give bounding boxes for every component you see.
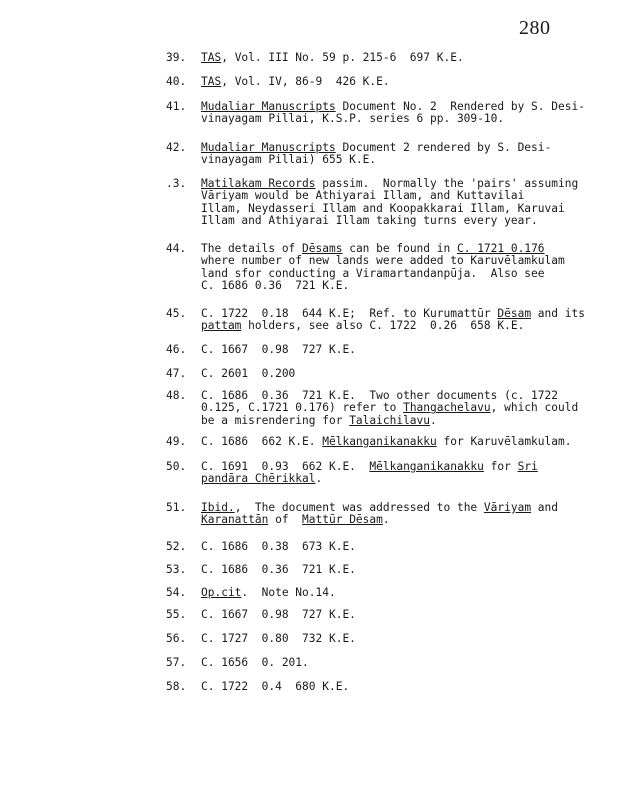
text-segment: vinayagam Pillai, K.S.P. series 6 pp. 309-10. [201,112,505,126]
endnote-line [201,609,611,621]
endnote-number: 42. [166,141,187,154]
endnote-text [201,461,611,486]
text-segment: Document 2 rendered by S. Desi- [335,141,552,154]
text-segment: . [382,513,390,527]
endnote-number: 53. [166,563,187,576]
endnote-text [201,178,611,228]
endnote-text [201,657,611,669]
underlined-term: Talaichilavu [349,413,431,427]
text-segment: , Vol. III No. 59 p. 215-6 697 K.E. [221,51,464,64]
underlined-term: C. 1721 0.176 [456,242,545,255]
endnote-line [201,633,611,645]
endnote-number: 44. [166,242,187,255]
endnote-line [201,436,611,448]
endnote-line [201,52,611,64]
underlined-term: Thangachelavu [403,401,491,415]
endnote-text [201,243,611,293]
endnote-number: 58. [166,680,187,693]
text-segment: for [483,460,518,473]
text-segment: C. 1686 0.36 721 K.E. [201,563,356,576]
endnote-text [201,101,611,126]
endnote-line [201,368,611,380]
text-segment: of [268,513,303,527]
text-segment: C. 1727 0.80 732 K.E. [201,632,356,645]
text-segment: , Vol. IV, 86-9 426 K.E. [221,75,390,88]
endnote-text [201,142,611,167]
endnote-line [201,215,611,227]
endnote-line [201,564,611,576]
endnote-number: 47. [166,367,187,380]
text-segment: C. 1667 0.98 727 K.E. [201,343,356,356]
endnote-line [201,154,611,166]
text-segment: 0.125, C.1721 0.176) refer to [201,401,404,415]
underlined-term: Dēsams [302,242,343,255]
endnote-text [201,502,611,527]
underlined-term: Karanattān [201,513,269,527]
endnote-number: 57. [166,656,187,669]
text-segment: C. 2601 0.200 [201,367,296,380]
underlined-term: Op.cit [201,586,242,599]
endnote-number: 49. [166,435,187,448]
text-segment: and [531,501,559,514]
text-segment: where number of new lands were added to Karuvēlamkulam [201,254,565,268]
endnote-line [201,473,611,485]
endnote-line [201,415,611,427]
text-segment: can be found in [342,242,457,255]
underlined-term: Mudaliar Manuscripts [201,141,336,154]
page-number: 280 [519,17,551,39]
endnote-line [201,657,611,669]
text-segment: Vāriyam would be Athiyarai Illam, and Kuttavilai [201,189,525,203]
endnote-line [201,681,611,693]
text-segment: holders, see also C. 1722 0.26 658 K.E. [241,319,525,333]
underlined-term: Sri [517,460,538,473]
endnote-line [201,76,611,88]
text-segment: , The document was addressed to the [234,501,484,514]
text-segment: vinayagam Pillai) 655 K.E. [201,153,377,167]
text-segment: passim. Normally the 'pairs' assuming [315,177,579,190]
endnote-line [201,587,611,599]
endnote-number: 40. [166,75,187,88]
underlined-term: Mudaliar Manuscripts [201,100,336,113]
endnote-line [201,320,611,332]
endnote-number: 45. [166,307,187,320]
text-segment: . [430,413,437,427]
text-segment: C. 1691 0.93 662 K.E. [201,460,370,473]
endnote-number: 54. [166,586,187,599]
text-segment: . Note No.14. [241,586,336,599]
underlined-term: Mēlkanganikanakku [322,435,437,448]
text-segment: C. 1686 0.38 673 K.E. [201,540,356,553]
endnote-text [201,681,611,693]
endnote-text [201,344,611,356]
endnote-line [201,280,611,292]
endnote-number: 39. [166,51,187,64]
text-segment: C. 1722 0.18 644 K.E; Ref. to Kurumattūr [201,307,498,320]
text-segment: . [315,472,323,486]
text-segment: be a misrendering for [201,413,350,427]
endnote-number: 55. [166,608,187,621]
underlined-term: pattam [201,319,242,333]
text-segment: C. 1686 0.36 721 K.E. [201,279,350,293]
text-segment: C. 1686 0.36 721 K.E. Two other documents (c. 1722 [201,389,558,402]
endnote-text [201,308,611,333]
endnote-line [201,344,611,356]
text-segment: and its [531,307,585,320]
underlined-term: Mattūr Dēsam [302,513,383,527]
endnote-text [201,76,611,88]
text-segment: C. 1686 662 K.E. [201,435,323,448]
underlined-term: TAS [201,51,222,64]
endnote-text [201,436,611,448]
endnote-number: 41. [166,100,187,113]
underlined-term: Vāriyam [483,501,532,514]
endnote-number: 50. [166,460,187,473]
endnote-text [201,609,611,621]
endnote-text [201,633,611,645]
endnote-text [201,564,611,576]
endnote-text [201,368,611,380]
underlined-term: Ibid. [201,501,235,514]
text-segment: The details of [201,242,303,255]
endnote-number: 56. [166,632,187,645]
underlined-term: pandāra Chērikkal [201,472,316,486]
underlined-term: TAS [201,75,222,88]
underlined-term: Dēsam [497,307,532,320]
endnote-text [201,390,611,427]
text-segment: land sfor conducting a Viramartandanpūja. Also see [201,266,545,280]
text-segment: C. 1722 0.4 680 K.E. [201,680,350,693]
text-segment: Illam, Neydasseri Illam and Koopakkarai Illam, Karuvai [201,201,565,215]
endnote-line [201,541,611,553]
endnote-number: .3. [166,177,187,190]
endnote-text [201,52,611,64]
text-segment: Document No. 2 Rendered by S. Desi- [335,100,585,113]
text-segment: C. 1656 0. 201. [201,656,309,669]
endnote-line [201,113,611,125]
underlined-term: Mēlkanganikanakku [369,460,484,473]
endnote-number: 51. [166,501,187,514]
text-segment: , which could [490,401,579,415]
text-segment: C. 1667 0.98 727 K.E. [201,608,356,621]
text-segment: Illam and Athiyarai Illam taking turns every year. [201,214,538,228]
endnote-text [201,587,611,599]
endnote-number: 48. [166,389,187,402]
endnote-number: 46. [166,343,187,356]
endnote-text [201,541,611,553]
endnote-number: 52. [166,540,187,553]
endnote-line [201,514,611,526]
text-segment: for Karuvēlamkulam. [436,435,572,448]
underlined-term: Matilakam Records [201,177,316,190]
